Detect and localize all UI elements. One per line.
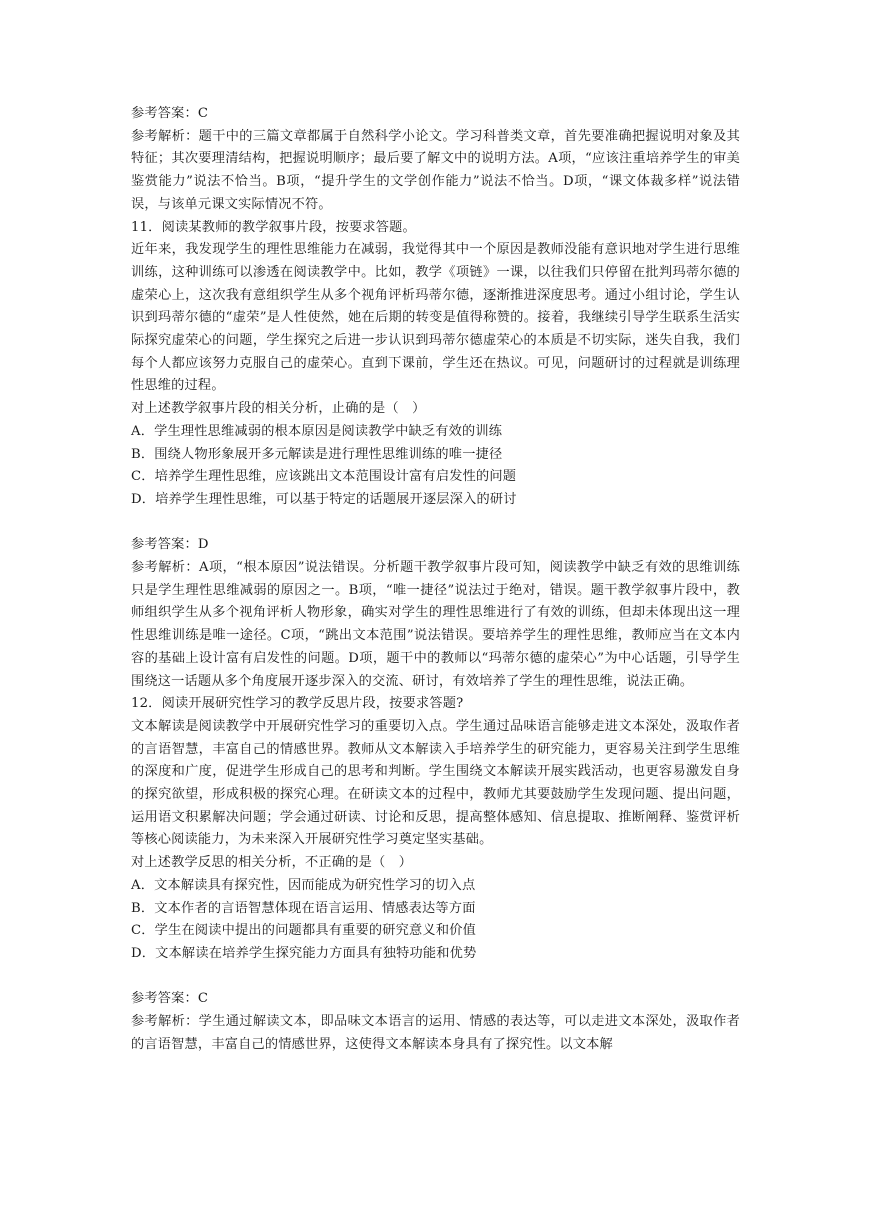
q11-option-b: B．围绕人物形象展开多元解读是进行理性思维训练的唯一捷径 <box>131 446 503 462</box>
q12-passage: 文本解读是阅读教学中开展研究性学习的重要切入点。学生通过品味语言能够走进文本深处，汲取作者的言语智慧，丰富自己的情感世界。教师从文本解读入手培养学生的研究能力，更容易关注到学生思维的深度和广度，促进学生形成自己的思考和判断。学生围绕文本解读开展实践活动，也更容易激发自身的探究欲望，形成积极的探究心理。在研读文本的过程中，教师尤其要鼓励学生发现问题、提出问题，运用语文积累解决问题；学会通过研读、讨论和反思，提高整体感知、信息提取、推断阐释、鉴赏评析等核心阅读能力，为未来深入开展研究性学习奠定坚实基础。 <box>131 718 740 848</box>
q11-answer: 参考答案：D <box>131 537 209 553</box>
q12-stem: 12．阅读开展研究性学习的教学反思片段，按要求答题? <box>131 696 464 712</box>
q11-passage: 近年来，我发现学生的理性思维能力在减弱，我觉得其中一个原因是教师没能有意识地对学生进行思维训练，这种训练可以渗透在阅读教学中。比如，教学《项链》一课，以往我们只停留在批判玛蒂尔德的虚荣心上，这次我有意组织学生从多个视角评析玛蒂尔德，逐渐推进深度思考。通过小组讨论，学生认识到玛蒂尔德的“虚荣”是人性使然，她在后期的转变是值得称赞的。接着，我继续引导学生联系生活实际探究虚荣心的问题，学生探究之后进一步认识到玛蒂尔德虚荣心的本质是不切实际，迷失自我，我们每个人都应该努力克服自己的虚荣心。直到下课前，学生还在热议。可见，问题研讨的过程就是训练理性思维的过程。 <box>131 242 740 394</box>
q12-option-a: A．文本解读具有探究性，因而能成为研究性学习的切入点 <box>131 877 476 893</box>
q12-answer: 参考答案：C <box>131 991 209 1007</box>
q12-option-d: D．文本解读在培养学生探究能力方面具有独特功能和优势 <box>131 946 477 961</box>
q12-option-c: C．学生在阅读中提出的问题都具有重要的研究意义和价值 <box>131 923 476 939</box>
q10-analysis: 参考解析：题干中的三篇文章都属于自然科学小论文。学习科普类文章，首先要准确把握说明对象及其特征；其次要理清结构，把握说明顺序；最后要了解文中的说明方法。A项，“应该注重培养学生的审美鉴赏能力”说法不恰当。B项，“提升学生的文学创作能力”说法不恰当。D项，“课文体裁多样”说法错误，与该单元课文实际情况不符。 <box>131 128 740 212</box>
blank-line <box>131 966 740 989</box>
q11-stem: 11．阅读某教师的教学叙事片段，按要求答题。 <box>131 219 416 235</box>
q11-option-c: C．培养学生理性思维，应该跳出文本范围设计富有启发性的问题 <box>131 469 517 485</box>
q11-option-d: D．培养学生理性思维，可以基于特定的话题展开逐层深入的研讨 <box>131 491 517 507</box>
blank-line <box>131 512 740 535</box>
q11-question: 对上述教学叙事片段的相关分析，止确的是（ ） <box>131 401 426 417</box>
q12-analysis: 参考解析：学生通过解读文本，即品味文本语言的运用、情感的表达等，可以走进文本深处，汲取作者的言语智慧，丰富自己的情感世界，这使得文本解读本身具有了探究性。以文本解 <box>131 1014 740 1052</box>
q12-question: 对上述教学反思的相关分析，不正确的是（ ） <box>131 855 413 871</box>
document-page <box>131 103 740 1057</box>
q11-option-a: A．学生理性思维减弱的根本原因是阅读教学中缺乏有效的训练 <box>131 423 503 439</box>
q10-answer: 参考答案：C <box>131 106 209 121</box>
q11-analysis: 参考解析：A项，“根本原因”说法错误。分析题干教学叙事片段可知，阅读教学中缺乏有效的思维训练只是学生理性思维减弱的原因之一。B项，“唯一捷径”说法过于绝对，错误。题干教学叙事片段中，教师组织学生从多个视角评析人物形象，确实对学生的理性思维进行了有效的训练，但却未体现出这一理性思维训练是唯一途径。C项，“跳出文本范围”说法错误。要培养学生的理性思维，教师应当在文本内容的基础上设计富有启发性的问题。D项，题干中的教师以“玛蒂尔德的虚荣心”为中心话题，引导学生围绕这一话题从多个角度展开逐步深入的交流、研讨，有效培养了学生的理性思维，说法正确。 <box>131 560 740 689</box>
q12-option-b: B．文本作者的言语智慧体现在语言运用、情感表达等方面 <box>131 900 476 916</box>
